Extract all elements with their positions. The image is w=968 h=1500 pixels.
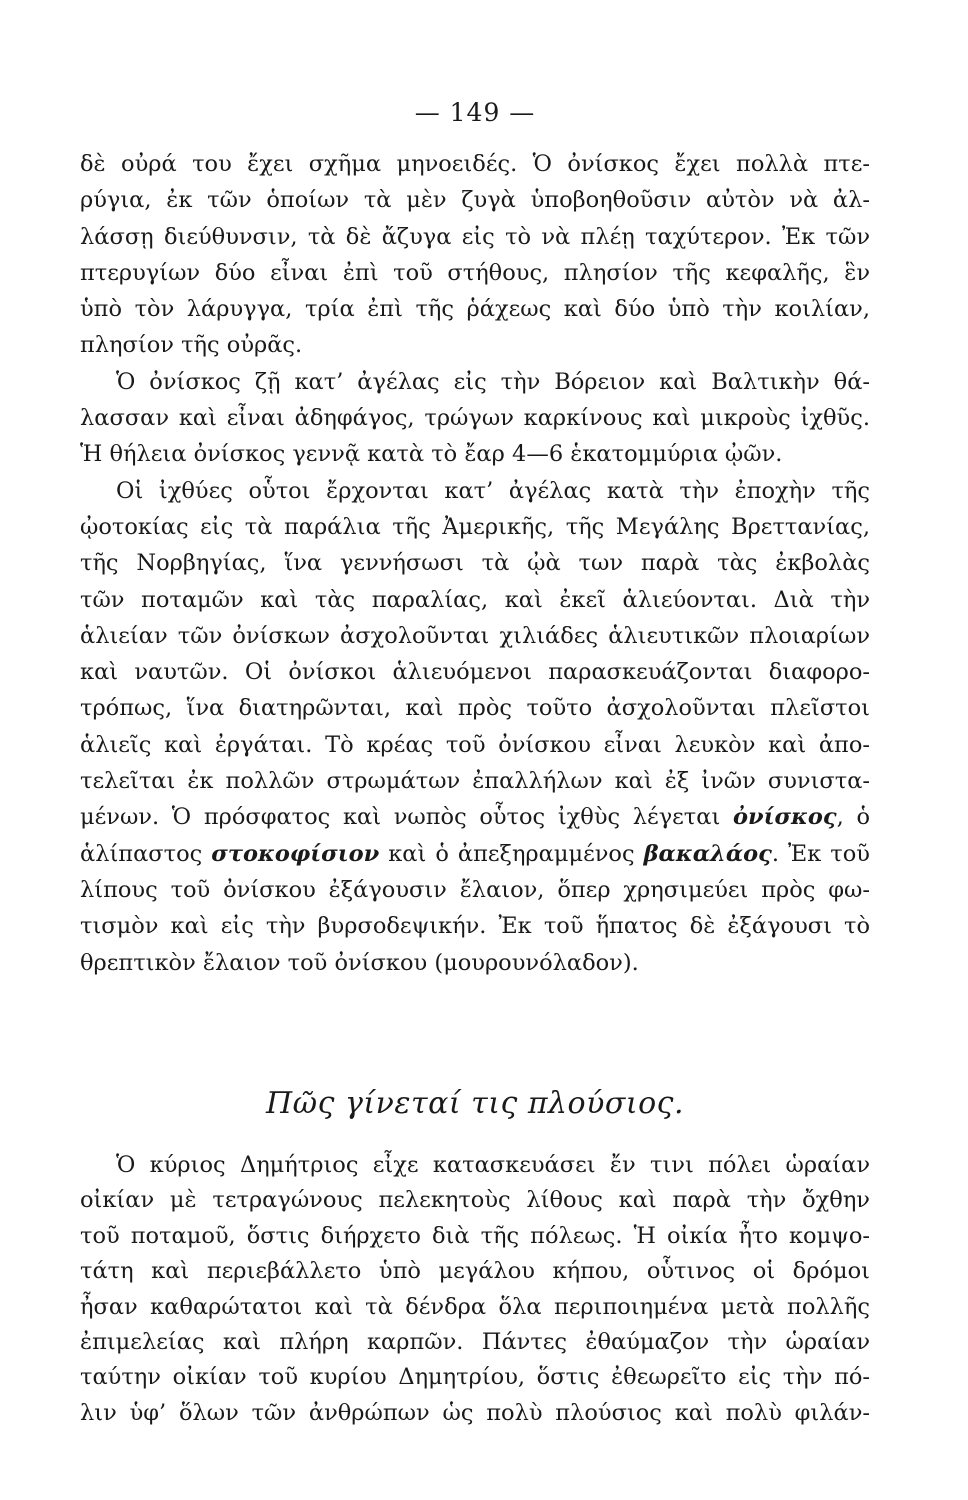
text-line: Ὁ κύριος Δημήτριος εἶχε κατασκευάσει ἔν τινι πόλει ὡραίαν <box>116 1152 870 1178</box>
text-line: τοῦ ποταμοῦ, ὅστις διήρχετο διὰ τῆς πόλεως. Ἡ οἰκία ἦτο κομψο- <box>80 1222 870 1249</box>
text-line: λιν ὑφ’ ὅλων τῶν ἀνθρώπων ὡς πολὺ πλούσιος καὶ πολὺ φιλάν- <box>80 1399 870 1426</box>
text-line: ταύτην οἰκίαν τοῦ κυρίου Δημητρίου, ὅστις ἐθεωρεῖτο εἰς τὴν πό- <box>80 1364 870 1391</box>
text-line: τῶν ποταμῶν καὶ τὰς παραλίας, καὶ ἐκεῖ ἁλιεύονται. Διὰ τὴν <box>80 586 870 613</box>
text-line: τάτη καὶ περιεβάλλετο ὑπὸ μεγάλου κήπου, οὗτινος οἱ δρόμοι <box>80 1258 870 1285</box>
text-line-with-emphasis <box>80 836 870 872</box>
text-line: πλησίον τῆς οὐρᾶς. <box>80 332 303 359</box>
text-line: ἦσαν καθαρώτατοι καὶ τὰ δένδρα ὅλα περιποιημένα μετὰ πολλῆς <box>80 1293 870 1320</box>
emphasized-term: ὀνίσκος <box>732 804 837 831</box>
text-line: Ἡ θήλεια ὀνίσκος γεννᾷ κατὰ τὸ ἔαρ 4—6 ἑκατομμύρια ᾠῶν. <box>80 441 783 468</box>
book-page <box>80 0 870 1500</box>
text-run: , ὁ <box>836 804 870 831</box>
paragraph-dimitrios <box>80 1148 870 1431</box>
text-line: δὲ οὐρά του ἔχει σχῆμα μηνοειδές. Ὁ ὀνίσκος ἔχει πολλὰ πτε- <box>80 151 870 177</box>
text-line: Οἱ ἰχθύες οὗτοι ἔρχονται κατ’ ἀγέλας κατὰ τὴν ἐποχὴν τῆς <box>116 477 870 504</box>
text-line: θρεπτικὸν ἔλαιον τοῦ ὀνίσκου (μουρουνόλαδον). <box>80 949 639 976</box>
text-line: λίπους τοῦ ὀνίσκου ἐξάγουσιν ἔλαιον, ὅπερ χρησιμεύει πρὸς φω- <box>80 876 870 903</box>
text-line: τῆς Νορβηγίας, ἵνα γεννήσωσι τὰ ᾠὰ των παρὰ τὰς ἐκβολὰς <box>80 550 870 577</box>
text-line: τελεῖται ἐκ πολλῶν στρωμάτων ἐπαλλήλων καὶ ἐξ ἰνῶν συνιστα- <box>80 768 870 795</box>
text-run: καὶ ὁ ἀπεξηραμμένος <box>379 840 644 867</box>
text-line: ἁλιεῖς καὶ ἐργάται. Τὸ κρέας τοῦ ὀνίσκου εἶναι λευκὸν καὶ ἀπο- <box>80 731 870 758</box>
text-line: τισμὸν καὶ εἰς τὴν βυρσοδεψικήν. Ἐκ τοῦ ἥπατος δὲ ἐξάγουσι τὸ <box>80 913 870 940</box>
text-line: ἐπιμελείας καὶ πλήρη καρπῶν. Πάντες ἐθαύμαζον τὴν ὡραίαν <box>80 1328 870 1355</box>
text-run: . Ἐκ τοῦ <box>771 840 870 867</box>
text-run: ἁλίπαστος <box>80 840 212 867</box>
text-line: τρόπως, ἵνα διατηρῶνται, καὶ πρὸς τοῦτο ἀσχολοῦνται πλεῖστοι <box>80 695 870 722</box>
text-line: ᾠοτοκίας εἰς τὰ παράλια τῆς Ἀμερικῆς, τῆς Μεγάλης Βρεττανίας, <box>80 513 870 540</box>
text-line: πτερυγίων δύο εἶναι ἐπὶ τοῦ στήθους, πλησίον τῆς κεφαλῆς, ἓν <box>80 259 870 286</box>
text-line: Ὁ ὀνίσκος ζῇ κατ’ ἀγέλας εἰς τὴν Βόρειον καὶ Βαλτικὴν θά- <box>116 368 870 395</box>
text-line: ἁλιείαν τῶν ὀνίσκων ἀσχολοῦνται χιλιάδες ἁλιευτικῶν πλοιαρίων <box>80 622 870 649</box>
emphasized-term: βακαλάος <box>643 840 772 867</box>
text-line: λάσσῃ διεύθυνσιν, τὰ δὲ ἄζυγα εἰς τὸ νὰ πλέῃ ταχύτερον. Ἐκ τῶν <box>80 223 870 250</box>
section-heading: Πῶς γίνεταί τις πλούσιος. <box>265 1086 684 1121</box>
text-line: ρύγια, ἐκ τῶν ὁποίων τὰ μὲν ζυγὰ ὑποβοηθοῦσιν αὐτὸν νὰ ἀλ- <box>80 187 870 214</box>
text-line: καὶ ναυτῶν. Οἱ ὀνίσκοι ἁλιευόμενοι παρασκευάζονται διαφορο- <box>80 659 870 686</box>
paragraph-onískos <box>80 146 870 981</box>
text-line: οἰκίαν μὲ τετραγώνους πελεκητοὺς λίθους καὶ παρὰ τὴν ὄχθην <box>80 1187 870 1214</box>
text-line: λασσαν καὶ εἶναι ἀδηφάγος, τρώγων καρκίνους καὶ μικροὺς ἰχθῦς. <box>80 405 870 432</box>
text-line: ὑπὸ τὸν λάρυγγα, τρία ἐπὶ τῆς ῥάχεως καὶ δύο ὑπὸ τὴν κοιλίαν, <box>80 296 870 323</box>
text-line-with-emphasis <box>80 799 870 835</box>
page-number: — 149 — <box>414 98 536 127</box>
emphasized-term: στοκοφίσιον <box>211 840 380 867</box>
text-run: μένων. Ὁ πρόσφατος καὶ νωπὸς οὗτος ἰχθὺς λέγεται <box>80 804 733 831</box>
